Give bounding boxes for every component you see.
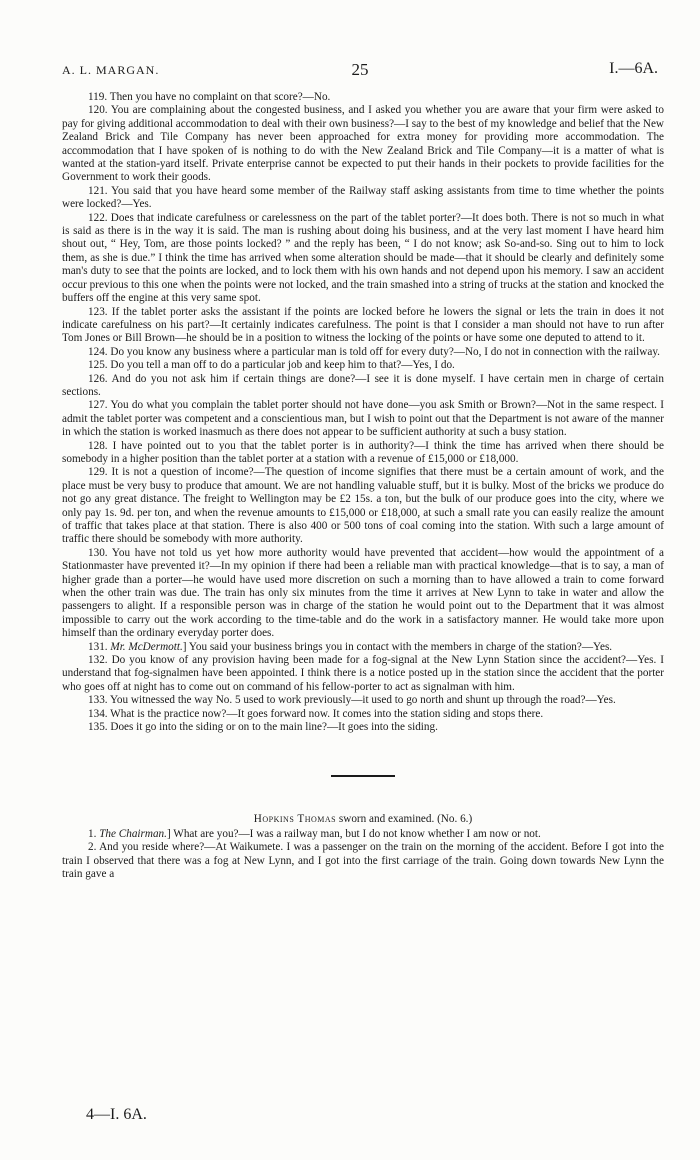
question-119: 119. Then you have no complaint on that score?—No. [88,91,331,103]
question-133: 133. You witnessed the way No. 5 used to work previously—it used to go north and shunt up through the road?—Yes. [88,694,616,707]
speaker-name: Mr. McDermott. [110,640,183,653]
witness-question-2: 2. And you reside where?—At Waikumete. I was a passenger on the train on the morning of the accident. Before I got into the train I observed that there was a fog at New Lynn, and I got into the first carriage of the train. Going down towards New Lynn the train gave a [62,841,664,881]
question-number: 131. [88,640,108,653]
question-131 [62,641,664,654]
document-reference: I.—6A. [609,60,658,77]
question-126: 126. And do you not ask him if certain things are done?—I see it is done myself. I have certain men in charge of certain sections. [62,372,664,398]
signature-mark: 4—I. 6A. [86,1106,147,1123]
witness-question-1 [62,828,664,841]
question-127: 127. You do what you complain the tablet porter should not have done—you ask Smith or Brown?—Not in the same respect. I admit the tablet porter was competent and a conscientious man, but I wish to point out that the Department is not aware of the manner in which the station is worked inasmuch as there does not appear to be sufficient authority at such a busy station. [62,399,664,439]
page-number: 25 [351,60,369,79]
question-134: 134. What is the practice now?—It goes forward now. It comes into the station siding and stops there. [88,707,544,720]
section-divider [331,775,395,777]
question-122: 122. Does that indicate carefulness or carelessness on the part of the tablet porter?—It does both. There is not so much in what is said as there is in the way it is said. The man is rushing about doing his business, and at the very last moment I have heard him shout out, “ Hey, Tom, are those points locked? ” and the reply has been, “ I do not know; ask So-and-so. Sing out to him to lock them, as she is due.” I think the time has arrived when some alteration should be made—that it should be clearly and definitely some man's duty to see that the points are locked, and to lock them with his own hands and not depend upon his memory. I saw an accident occur previous to this one when the points were not locked, and the train smashed into a string of trucks at the station and knocked the buffers off the engine at this very same spot. [62,211,664,305]
witness-number: (No. 6.) [437,812,473,825]
speaker-name: The Chairman. [99,827,167,840]
question-123: 123. If the tablet porter asks the assistant if the points are locked before he lowers the signal or lets the train in does it not indicate carefulness on his part?—It certainly indicates carefulness. The point is that I consider a man should not have to run after Tom Jones or Bill Brown—he should be in a position to witness the locking of the points or have some one deputed to attend to it. [62,305,664,345]
question-120: 120. You are complaining about the congested business, and I asked you whether you are aware that your firm were asked to pay for giving additional accommodation to deal with their own business?—I say to the best of my knowledge and belief that the New Zealand Brick and Tile Company has never been approached for extra money for providing more accommodation. The accommodation that I have spoken of is nothing to do with the New Zealand Brick and Tile Company—it is a matter of what is wanted at the station-yard itself. Private enterprise cannot be expected to put their hands in their pockets to provide facilities for the Government to work their goods. [62,104,664,184]
question-text: ] You said your business brings you in contact with the members in charge of the station?—Yes. [182,640,613,653]
running-head-author: A. L. MARGAN. [62,63,160,77]
question-128: 128. I have pointed out to you that the tablet porter is in authority?—I think the time has arrived when there should be somebody in a higher position than the tablet porter at a station with a revenue of £15,000 or £18,000. [62,439,664,465]
witness-status: sworn and examined. [338,812,435,825]
witness-heading [62,813,664,826]
question-132: 132. Do you know of any provision having been made for a fog-signal at the New Lynn Station since the accident?—Yes. I understand that fog-signalmen have been appointed. I think there is a notice posted up in the station since the accident that the porter who goes off at night has to come out on command of his fellow-porter to act as signalman with him. [62,654,664,693]
question-121: 121. You said that you have heard some member of the Railway staff asking assistants from time to time whether the points were locked?—Yes. [62,184,664,211]
question-124: 124. Do you know any business where a particular man is told off for every duty?—No, I do not in connection with the railway. [88,345,660,358]
question-129: 129. It is not a question of income?—The question of income signifies that there must be a certain amount of work, and the place must be very busy to produce that amount. We are not handling valuable stuff, but it is bulky. Most of the bricks we produce do not go any great distance. The freight to Wellington may be £2 15s. a ton, but the bulk of our produce goes into the city, where we only pay 1s. 9d. per ton, and when the revenue amounts to £15,000 or £18,000, at such a small rate you can easily realize the amount of traffic that takes place at that station. There is also 400 or 500 tons of coal coming into the station. With such a large amount of traffic there should be somebody with more authority. [62,466,664,546]
question-number: 1. [88,827,97,840]
page-header [62,60,658,80]
question-125: 125. Do you tell a man off to do a particular job and keep him to that?—Yes, I do. [88,359,455,372]
question-135: 135. Does it go into the siding or on to the main line?—It goes into the siding. [88,721,438,734]
witness-name: Hopkins Thomas [253,812,337,825]
question-text: ] What are you?—I was a railway man, but I do not know whether I am now or not. [166,827,541,840]
question-130: 130. You have not told us yet how more authority would have prevented that accident—how would the appointment of a Stationmaster have prevented it?—In my opinion if there had been a reliable man with practical knowledge—that is to say, a man of higher grade than a porter—he would have used more discretion on such a morning than to have allowed a train to come forward when the other train was due. The train has only six minutes from the time it arrives at New Lynn to take in water and allow the passengers to alight. If a responsible person was in charge of the station he would point out to the Department that it was almost impossible to carry out the work according to the time-table and do the work in a satisfactory manner. He would take more upon himself than the ordinary everyday porter does. [62,546,664,640]
page-body [62,91,664,882]
